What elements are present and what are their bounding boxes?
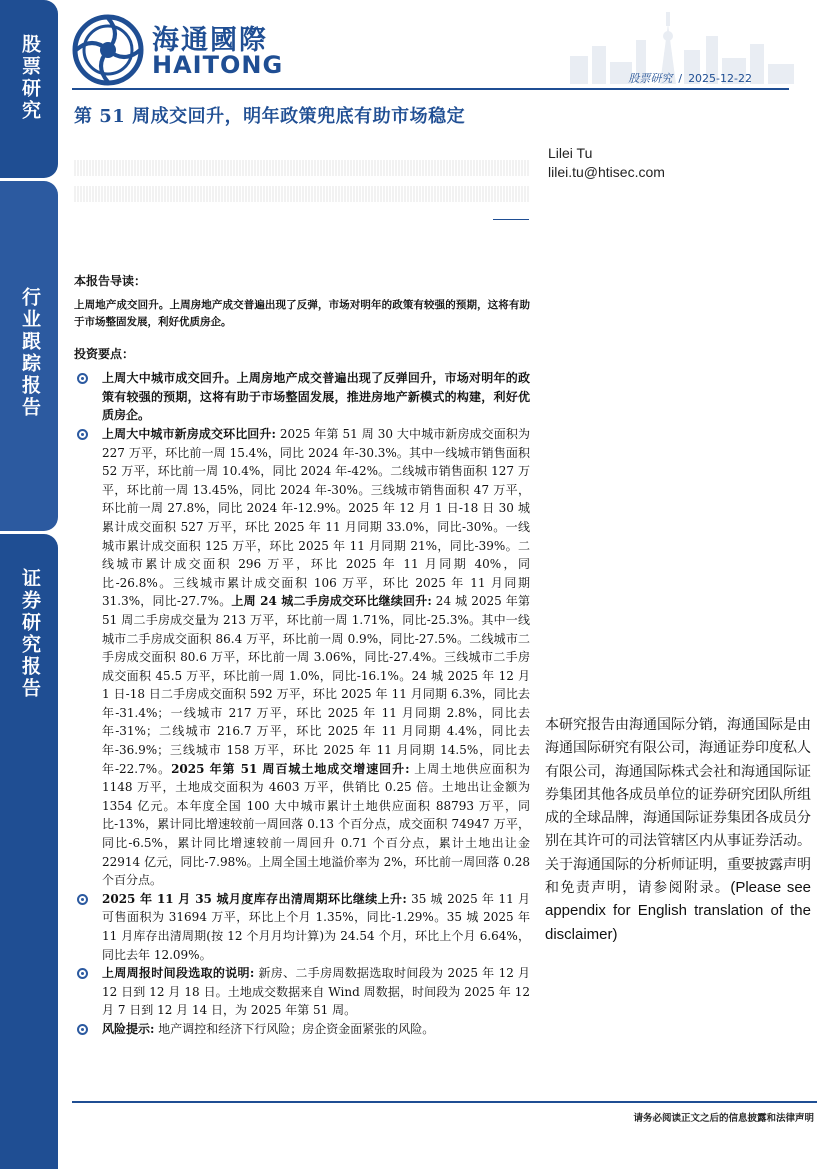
list-item [74, 890, 530, 964]
sidebar-label: 行业跟踪报告 [19, 287, 41, 419]
header-meta [628, 70, 752, 86]
footer-note: 请务必阅读正文之后的信息披露和法律声明 [633, 1113, 814, 1124]
analyst-email[interactable]: lilei.tu@htisec.com [548, 164, 665, 180]
list-item [74, 369, 530, 425]
placeholder-band [74, 186, 529, 202]
points-heading: 投资要点： [74, 346, 135, 361]
main-content [74, 272, 530, 1039]
bullet-circle-icon [77, 429, 88, 440]
list-item [74, 964, 530, 1020]
report-date: 2025-12-22 [688, 72, 752, 85]
haitong-logo-icon [72, 14, 144, 86]
report-title: 第 51 周成交回升，明年政策兜底有助市场稳定 [74, 106, 466, 127]
guide-text: 上周地产成交回升。上周房地产成交普遍出现了反弹，市场对明年的政策有较强的预期，这将有助于市场整固发展，利好优质房企。 [74, 298, 530, 328]
analyst-name: Lilei Tu [548, 145, 593, 161]
point-lead: 2025 年第 51 周百城土地成交增速回升: [171, 761, 410, 776]
sidebar-tab-equity-research [0, 0, 58, 178]
list-item [74, 1020, 530, 1039]
bullet-circle-icon [77, 1024, 88, 1035]
brand-name-en: HAITONG [152, 51, 284, 79]
guide-heading: 本报告导读： [74, 274, 147, 288]
point-text: 24 城 2025 年第 51 周二手房成交量为 213 万平，环比前一周 1.71%，同比-25.3%。其中一线城市二手房成交面积 86.4 万平，环比前一周 0.9%，同比-27.5%。二线城市二手房成交面积 80.6 万平，环比前一周 3.06%，同比-27.4%。三线城市二手房成交面积 45.5 万平，环比前一周 1.0%，同比-16.1%。24 城 2025 年 12 月 1 日-18 日二手房成交面积 592 万平，环比 2025 年 11 月同期 6.3%，同比去年-31.4%；一线城市 217 万平，环比 2025 年 11 月同期 2.8%，同比去年-31%；二线城市 216.7 万平，环比 2025 年 11 月同期 4.4%，同比去年-36.9%；三线城市 158 万平，环比 2025 年 11 月同期 14.5%，同比去年-22.7%。 [102, 594, 530, 776]
point-text: 新房、二手房周数据选取时间段为 2025 年 12 月 12 日到 12 月 18 日。土地成交数据来自 Wind 周数据，时间段为 2025 年 12 月 7 日到 12 月 14 日，为 2025 年第 51 周。 [102, 966, 530, 1018]
meta-separator: / [678, 72, 683, 85]
placeholder-band [74, 160, 529, 176]
sidebar-tab-industry-tracking [0, 181, 58, 531]
header-divider [72, 88, 789, 90]
point-lead: 上周大中城市新房成交环比回升: [102, 426, 276, 441]
report-category: 股票研究 [628, 72, 673, 85]
sidebar-label: 证券研究报告 [19, 568, 41, 700]
left-sidebar [0, 0, 58, 1169]
point-lead: 上周周报时间段选取的说明: [102, 966, 255, 981]
analyst-block [548, 144, 665, 182]
point-text: 上周土地供应面积为 1148 万平，土地成交面积为 4603 万平，供销比 0.25 倍。土地出让金额为 1354 亿元。本年度全国 100 大中城市累计土地供应面积 88793 万平，同比-13%，累计同比增速较前一周回落 0.13 个百分点，成交面积 74947 万平，同比-6.5%，累计同比增速较前一周回升 0.71 个百分点，累计土地出让金 22914 亿元，同比-7.98%。上周全国土地溢价率为 2%，环比前一周回落 0.28 个百分点。 [102, 761, 530, 888]
list-item [74, 425, 530, 890]
point-text: 地产调控和经济下行风险；房企资金面紧张的风险。 [154, 1021, 435, 1036]
sidebar-label: 股票研究 [19, 34, 41, 122]
disclaimer-cn: 本研究报告由海通国际分销，海通国际是由海通国际研究有限公司，海通证券印度私人有限公司，海通国际株式会社和海通国际证券集团其他各成员单位的证券研究团队所组成的全球品牌，海通国际证券集团各成员分别在其许可的司法管辖区内从事证券活动。关于海通国际的分析师证明，重要披露声明和免责声明，请参阅附录。 [545, 717, 811, 897]
short-divider [493, 219, 529, 220]
footer-divider [72, 1101, 817, 1103]
disclaimer-en: (Please see appendix for English translation of the disclaimer) [545, 879, 811, 943]
point-text: 上周大中城市成交回升。上周房地产成交普遍出现了反弹回升，市场对明年的政策有较强的预期，这将有助于市场整固发展，推进房地产新模式的构建，利好优质房企。 [102, 371, 530, 423]
bullet-circle-icon [77, 373, 88, 384]
brand-name-cn: 海通國際 [152, 25, 268, 56]
bullet-circle-icon [77, 894, 88, 905]
point-lead: 上周 24 城二手房成交环比继续回升: [231, 594, 432, 609]
investment-points-list [74, 369, 530, 1038]
disclaimer-box [545, 714, 811, 947]
point-text: 35 城 2025 年 11 月可售面积为 31694 万平，环比上个月 1.35%，同比-1.29%。35 城 2025 年 11 月库存出清周期(按 12 个月月均计算)为 24.54 个月，环比上个月 6.64%，同比去年 12.09%。 [102, 891, 530, 962]
point-text: 2025 年第 51 周 30 大中城市新房成交面积为 227 万平，环比前一周 15.4%，同比 2024 年-30.3%。其中一线城市销售面积 52 万平，环比前一周 10.4%，同比 2024 年-42%。二线城市销售面积 127 万平，环比前一周 13.45%，同比 2024 年-30%。三线城市销售面积 47 万平，环比前一周 27.8%，同比 2024 年-12.9%。2025 年 12 月 1 日-18 日 30 城累计成交面积 527 万平，环比 2025 年 11 月同期 33.0%，同比-30%。一线城市累计成交面积 125 万平，环比 2025 年 11 月同期 21%，同比-39%。二线城市累计成交面积 296 万平，环比 2025 年 11 月同期 40%，同比-26.8%。三线城市累计成交面积 106 万平，环比 2025 年 11 月同期 31.3%，同比-27.7%。 [102, 426, 531, 609]
bullet-circle-icon [77, 968, 88, 979]
point-lead: 风险提示: [102, 1021, 155, 1036]
sidebar-tab-securities-research [0, 534, 58, 1169]
point-lead: 2025 年 11 月 35 城月度库存出清周期环比继续上升: [102, 891, 407, 906]
